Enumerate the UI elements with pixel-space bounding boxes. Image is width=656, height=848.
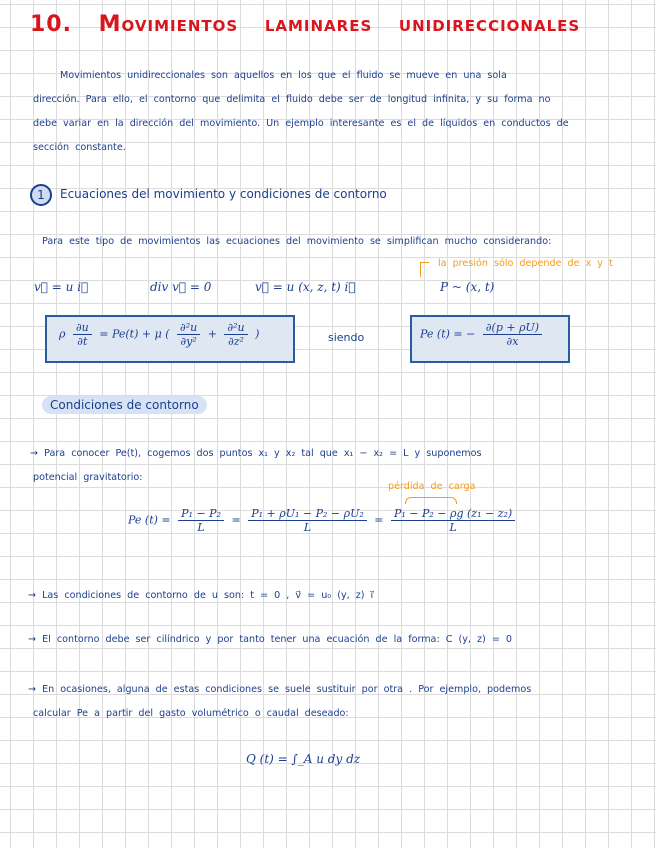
pe-equation [128,507,519,534]
bullet-boundary-conditions: → Las condiciones de contorno de u son: t = 0 , v⃗ = u₀ (y, z) i⃗ [28,590,374,601]
fraction-num: ∂(p + ρU) [483,321,542,335]
divergence-eq: div v⃗ = 0 [150,280,212,294]
fraction-den: ∂t [77,335,88,348]
equals: = [374,513,384,527]
intro-line: sección constante. [33,142,126,153]
section-heading: Ecuaciones del movimiento y condiciones de contorno [60,187,387,201]
momentum-equation-box [45,315,295,363]
paren-close: ) [255,327,260,341]
bullet-cylindrical: → El contorno debe ser cilíndrico y por tanto tener una ecuación de la forma: C (y, z) = 0 [28,634,513,645]
fraction-den: ∂y² [180,335,197,348]
fraction-num: ∂u [73,321,92,335]
brace-icon [405,497,457,504]
fraction-den: ∂x [506,335,519,348]
fraction-num: P₁ + ρU₁ − P₂ − ρU₂ [248,507,367,521]
loss-note: pérdida de carga [388,481,476,492]
pe-definition-box [410,315,570,363]
conditions-heading: Condiciones de contorno [42,396,207,414]
note-arrow-icon [420,262,429,277]
intro-line: Movimientos unidireccionales son aquellos en los que el fluido se mueve en una sola [60,70,507,81]
fraction-num: ∂²u [177,321,200,335]
cond-line: potencial gravitatorio: [33,472,143,483]
velocity-field-eq: v⃗ = u (x, z, t) i⃗ [255,280,356,294]
pressure-dependence-eq: P ~ (x, t) [440,280,495,294]
fraction-den: L [449,521,457,534]
velocity-eq: v⃗ = u i⃗ [34,280,89,294]
flow-rate-eq: Q (t) = ∫_A u dy dz [246,752,361,766]
bullet-occasions-cont: calcular Pe a partir del gasto volumétrico o caudal deseado: [33,708,349,719]
intro-line: debe variar en la dirección del movimiento. Un ejemplo interesante es el de líquidos en conductos de [33,118,569,129]
plus: + [207,327,217,341]
siendo-label: siendo [328,331,365,344]
fraction-den: ∂z² [228,335,244,348]
pe-lhs: Pe (t) = [128,513,171,527]
page-title: 10. Movimientos laminares unidireccionales [30,12,581,37]
fraction-num: ∂²u [224,321,247,335]
cond-line: → Para conocer Pe(t), cogemos dos puntos x₁ y x₂ tal que x₁ − x₂ = L y suponemos [30,448,482,459]
intro-line: dirección. Para ello, el contorno que delimita el fluido debe ser de longitud infinita, y su forma no [33,94,551,105]
section-number-badge: 1 [30,184,52,206]
pe-lhs: Pe (t) = − [420,327,476,341]
pressure-note: la presión sólo depende de x y t [438,258,613,269]
fraction-den: L [197,521,205,534]
rho: ρ [59,327,66,341]
eq-middle: = Pe(t) + μ ( [99,327,170,341]
equals: = [231,513,241,527]
simplify-text: Para este tipo de movimientos las ecuaciones del movimiento se simplifican mucho considerando: [42,236,552,247]
bullet-occasions: → En ocasiones, alguna de estas condiciones se suele sustituir por otra . Por ejemplo, podemos [28,684,532,695]
fraction-num: P₁ − P₂ − ρg (z₁ − z₂) [391,507,515,521]
fraction-den: L [303,521,312,534]
fraction-num: P₁ − P₂ [178,507,224,521]
